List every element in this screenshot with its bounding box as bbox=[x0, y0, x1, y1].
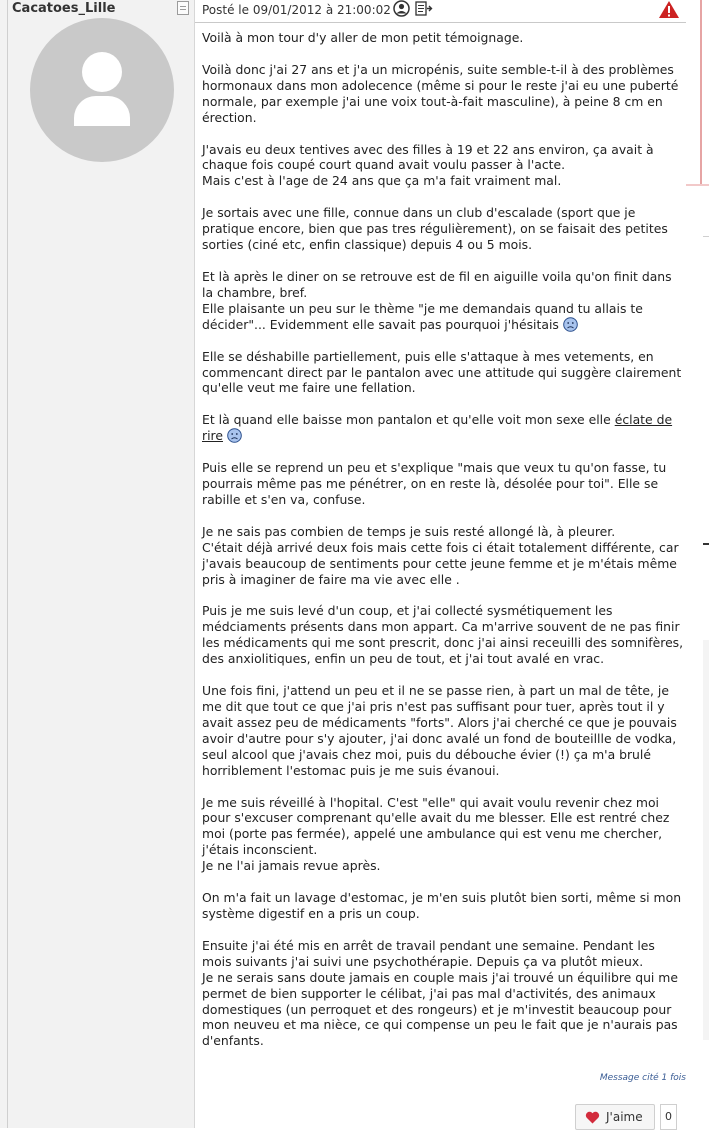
profile-card-icon[interactable] bbox=[177, 1, 189, 15]
post-paragraph: Puis je me suis levé d'un coup, et j'ai collecté sysmétiquement les médciaments présents dans mon appart. Ca m'arrive souvent de ne pas finir les médicaments qui me sont prescrit, donc j'ai ainsi receuilli des somnifères, des anxiolitiques, enfin un peu de tout, et j'ai tout avalé en vrac. bbox=[202, 603, 684, 667]
like-button[interactable] bbox=[575, 1104, 655, 1130]
panel-border bbox=[7, 0, 8, 1128]
post-paragraph: Voilà donc j'ai 27 ans et j'a un micropénis, suite semble-t-il à des problèmes hormonaux dans mon adolecence (même si pour le reste j'ai eu une puberté normale, par exemple j'ai une voix tout-à-fait masculine), à peine 8 cm en érection. bbox=[202, 61, 679, 125]
post-paragraph: On m'a fait un lavage d'estomac, je m'en suis plutôt bien sorti, même si mon système digestif en a pris un coup. bbox=[202, 890, 682, 921]
underlined-phrase[interactable]: éclate de rire bbox=[202, 412, 673, 444]
sidebar-border bbox=[700, 0, 702, 186]
sad-smiley-icon bbox=[563, 317, 578, 332]
sidebar-border bbox=[686, 184, 709, 186]
post-content bbox=[202, 30, 684, 1065]
sidebar-divider bbox=[703, 543, 709, 545]
author-panel bbox=[0, 0, 195, 1128]
avatar-head bbox=[82, 52, 122, 92]
sidebar-divider bbox=[703, 236, 709, 237]
author-username[interactable]: Cacatoes_Lille bbox=[12, 1, 116, 16]
cited-count-link[interactable]: Message cité 1 fois bbox=[599, 1073, 686, 1083]
post-paragraph: Voilà à mon tour d'y aller de mon petit témoignage. bbox=[202, 30, 524, 45]
sad-smiley-icon bbox=[227, 428, 242, 443]
post-paragraph-with-link bbox=[202, 412, 684, 444]
post-paragraph: Elle se déshabille partiellement, puis elle s'attaque à mes vetements, en commencant direct par le pantalon avec une attitude qui suggère clairement qu'elle veut me faire une fellation. bbox=[202, 348, 682, 396]
post-paragraph-text: Et là quand elle baisse mon pantalon et qu'elle voit mon sexe elle bbox=[202, 412, 611, 428]
post-paragraph: Ensuite j'ai été mis en arrêt de travail pendant une semaine. Pendant les mois suivants j'ai suivi une psychothérapie. Depuis ça va plutôt mieux. Je ne serais sans doute jamais en couple mais j'ai trouvé un équilibre qui me permet de bien supporter le célibat, j'ai pas mal d'activités, des animaux domestiques (un perroquet et des rongeurs) et je m'investit beaucoup pour mon neuveu et ma nièce, ce qui compense un peu le fait que je n'aurais pas d'enfants. bbox=[202, 937, 678, 1049]
avatar-body bbox=[74, 96, 130, 126]
post-paragraph-text: Et là après le diner on se retrouve est de fil en aiguille voila qu'on finit dans la chambre, bref. Elle plaisante un peu sur le thème "je me demandais quand tu allais te décider"... Evidemment elle savait pas pourquoi j'hésitais bbox=[202, 268, 672, 332]
post-panel bbox=[195, 0, 686, 1128]
post-paragraph: Je ne sais pas combien de temps je suis resté allongé là, à pleurer. C'était déjà arrivé deux fois mais cette fois ci était totalement différente, car j'avais beaucoup de sentiments pour cette jeune femme et je m'étais même pris à imaginer de faire ma vie avec elle . bbox=[202, 523, 679, 587]
user-profile-icon[interactable] bbox=[393, 0, 410, 17]
like-label: J'aime bbox=[606, 1110, 643, 1124]
right-sidebar-edge bbox=[686, 0, 709, 1128]
sidebar-panel bbox=[703, 640, 709, 1040]
heart-icon bbox=[585, 1111, 600, 1124]
post-paragraph: Je me suis réveillé à l'hopital. C'est "elle" qui avait voulu revenir chez moi pour s'excuser comprenant qu'elle avait du me blesser. Elle est rentré chez moi (porte pas fermée), appelé une ambulance qui est venu me chercher, j'étais inconscient. Je ne l'ai jamais revue après. bbox=[202, 794, 670, 874]
quote-icon[interactable] bbox=[415, 1, 433, 17]
post-paragraph: Une fois fini, j'attend un peu et il ne se passe rien, à part un mal de tête, je me dit que tout ce que j'ai pris n'est pas suffisant pour tuer, après tout il y avait assez peu de médicaments "forts". Alors j'ai cherché ce que je pouvais avoir d'autre pour s'y ajouter, j'ai donc avalé un fond de bouteillle de vodka, seul alcool que j'avais chez moi, puis du débouche évier (!) ça m'a brulé horriblement l'estomac puis je me suis évanoui. bbox=[202, 683, 677, 778]
like-count: 0 bbox=[660, 1104, 677, 1130]
post-paragraph-with-smiley bbox=[202, 269, 684, 333]
post-date: Posté le 09/01/2012 à 21:00:02 bbox=[202, 3, 391, 17]
warning-alert-icon[interactable] bbox=[658, 0, 680, 19]
post-paragraph: Je sortais avec une fille, connue dans un club d'escalade (sport que je pratique encore, bien que pas tres régulièrement), on se faisait des petites sorties (ciné etc, enfin classique) depuis 4 ou 5 mois. bbox=[202, 205, 668, 253]
post-paragraph: Puis elle se reprend un peu et s'explique "mais que veux tu qu'on fasse, tu pourrais même pas me pénétrer, on en reste là, désolée pour toi". Elle se rabille et s'en va, confuse. bbox=[202, 460, 667, 507]
avatar[interactable] bbox=[30, 18, 174, 162]
post-header bbox=[195, 0, 686, 23]
post-paragraph: J'avais eu deux tentives avec des filles à 19 et 22 ans environ, ça avait à chaque fois coupé court quand avait voulu passer à l'acte. Mais c'est à l'age de 24 ans que ça m'a fait vraiment mal. bbox=[202, 141, 654, 189]
